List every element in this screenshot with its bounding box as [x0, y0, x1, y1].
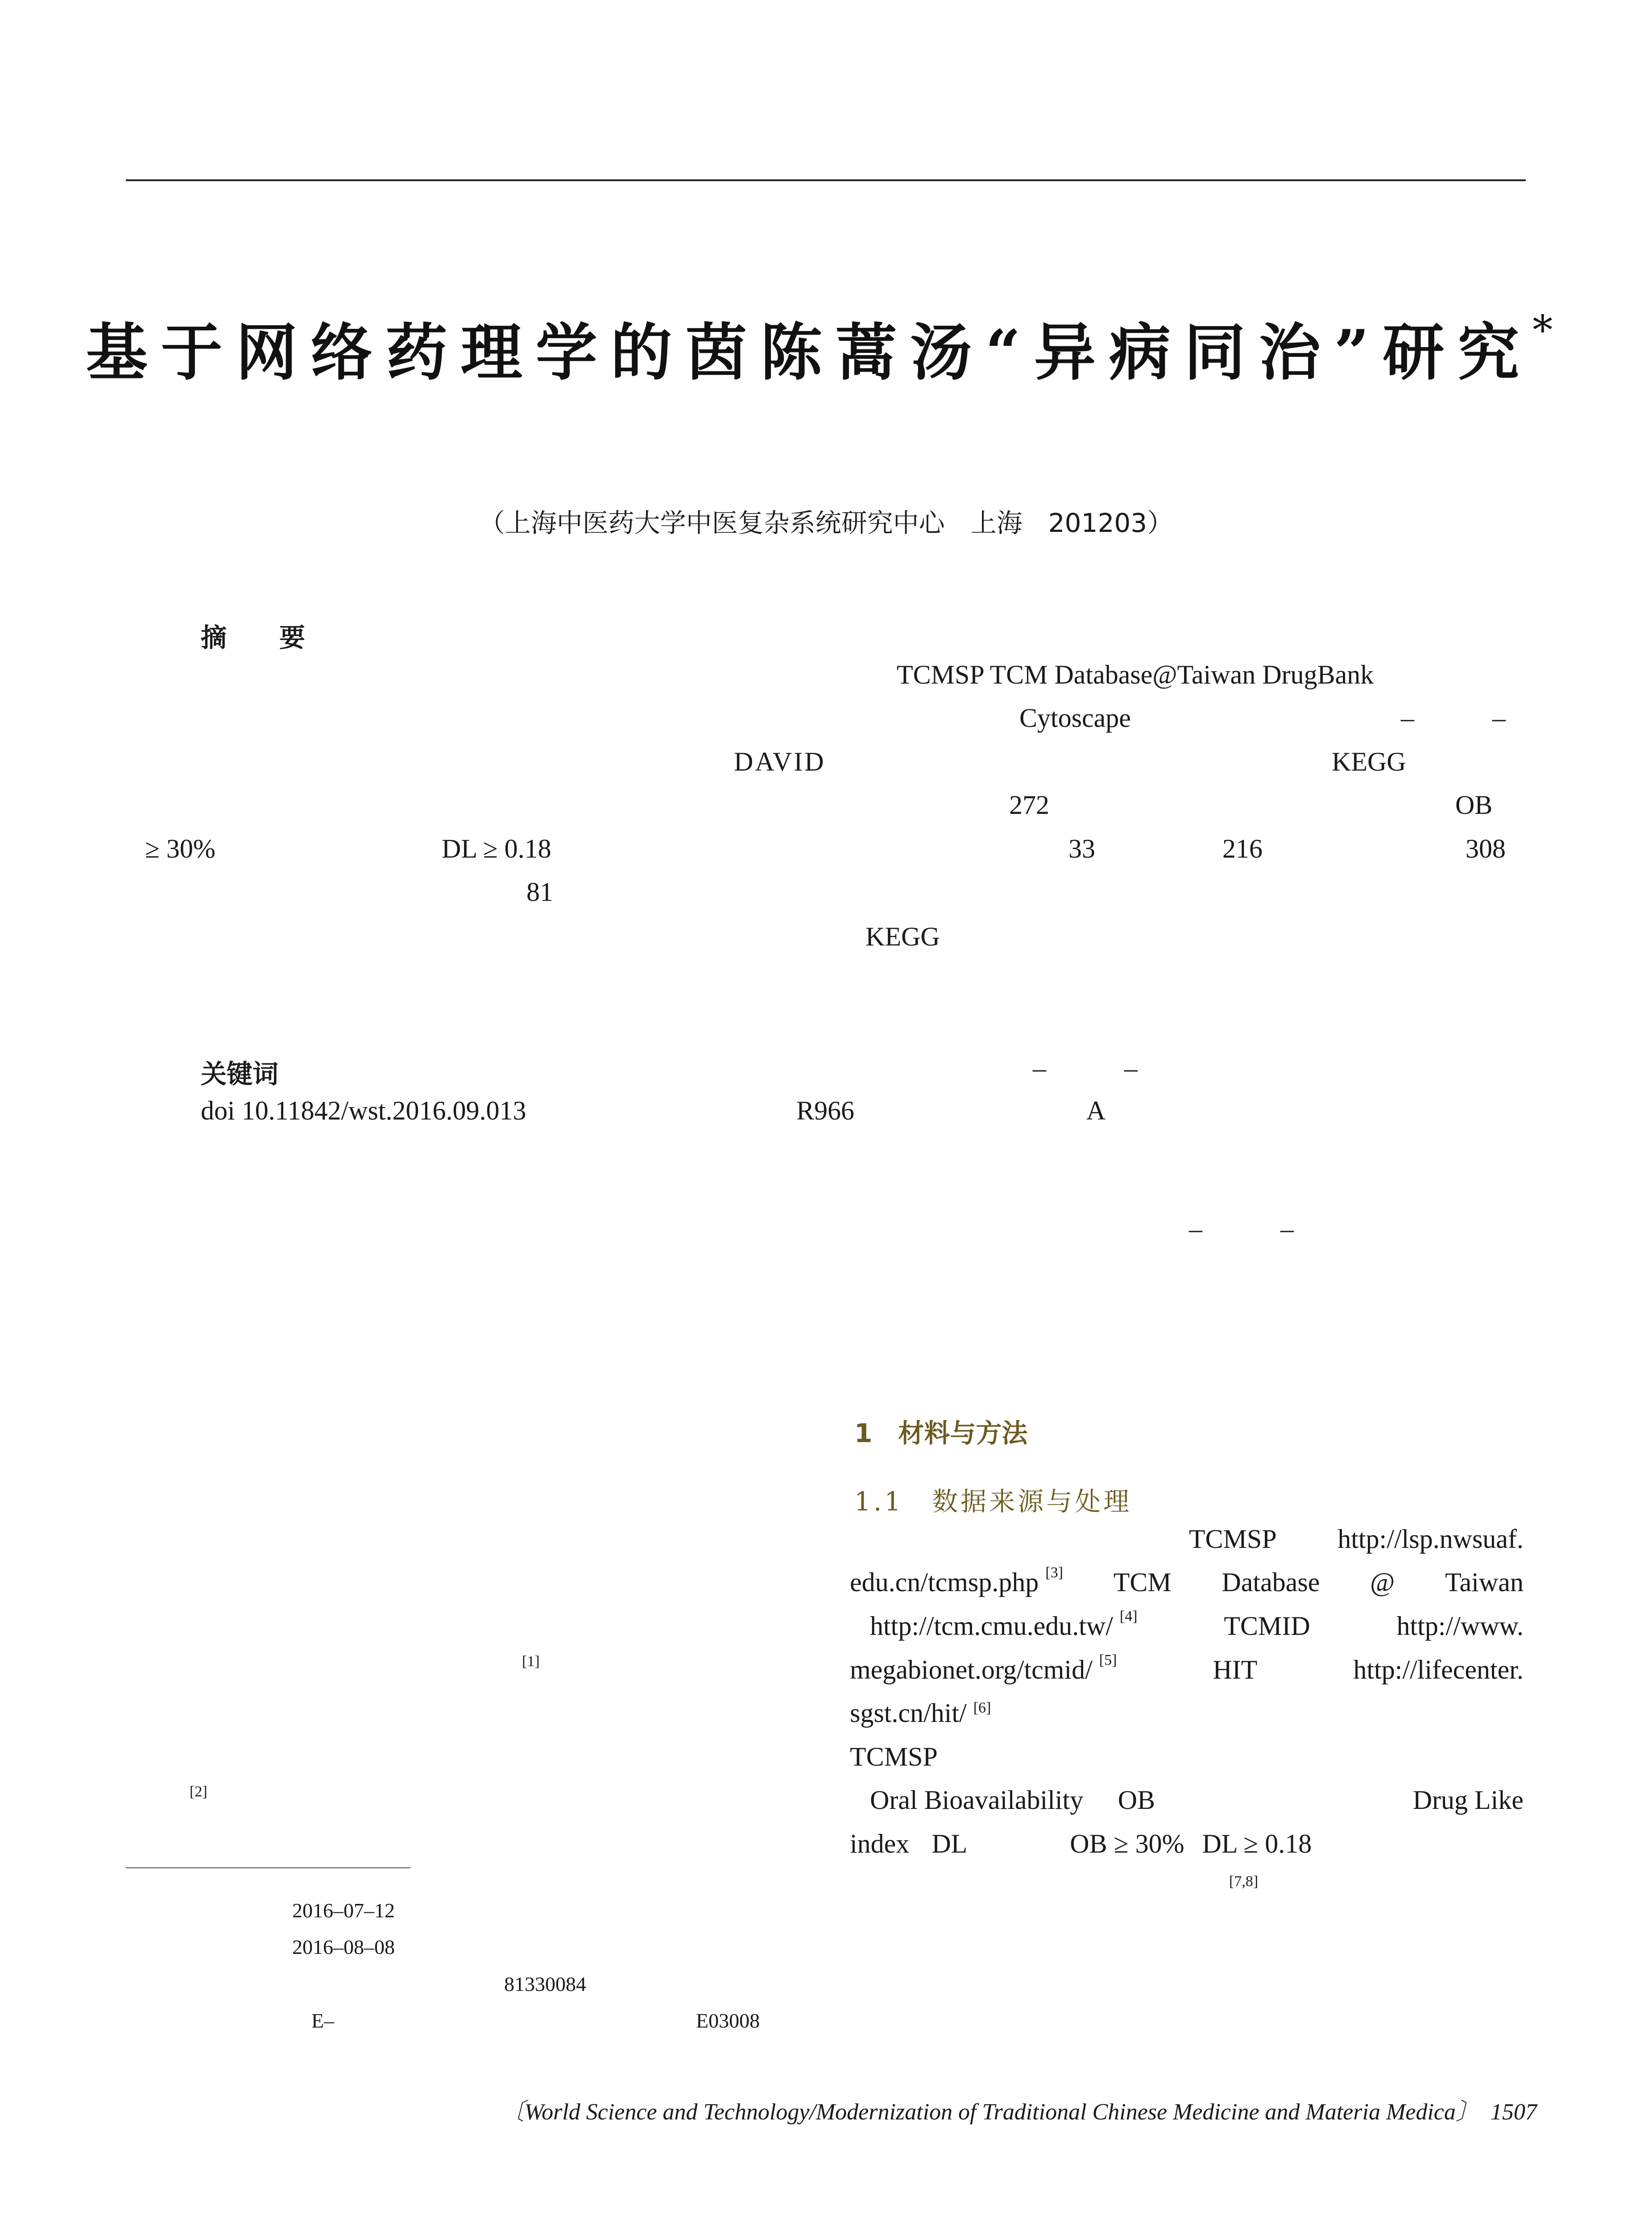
paper-title: [0, 303, 1652, 392]
abstract-label: 摘 要: [201, 622, 319, 653]
intro-dash-2: –: [1280, 1214, 1294, 1244]
body-line-7: Oral Bioavailability OB Drug Like: [870, 1785, 1524, 1815]
grant-number: 81330084: [504, 1973, 586, 1995]
intro-reference-2: [2]: [190, 1783, 207, 1800]
abstract-line-6-value-81: 81: [526, 877, 553, 907]
abstract-line-2-dash-1: –: [1401, 703, 1414, 733]
keywords-dash-2: –: [1124, 1053, 1138, 1083]
abstract-line-5-value-308: 308: [1466, 834, 1506, 863]
abstract-line-3-kegg: KEGG: [1332, 747, 1406, 776]
journal-name: 〔World Science and Technology/Modernization of Traditional Chinese Medicine and Materia Medica〕: [501, 2099, 1479, 2125]
body-line-3: http://tcm.cmu.edu.tw/ [4] TCMID http://www.: [870, 1608, 1524, 1641]
intro-dash-1: –: [1189, 1214, 1202, 1244]
section-heading-1: 1 材料与方法: [854, 1418, 1028, 1448]
running-footer: [501, 2093, 1537, 2126]
document-code: A: [1086, 1096, 1106, 1125]
body-line-4: megabionet.org/tcmid/ [5] HIT http://lifecenter.: [850, 1652, 1524, 1684]
revised-date: 2016–08–08: [292, 1936, 395, 1958]
abstract-line-5-value-33: 33: [1068, 834, 1095, 863]
body-line-8: index DL OB ≥ 30% DL ≥ 0.18: [850, 1829, 1312, 1858]
keywords-label: 关键词: [201, 1059, 279, 1089]
email-code: E03008: [696, 2009, 760, 2032]
abstract-line-3-david: DAVID: [734, 747, 826, 776]
abstract-line-2-dash-2: –: [1492, 703, 1506, 733]
body-line-1: TCMSP http://lsp.nwsuaf.: [1189, 1524, 1524, 1554]
abstract-line-5-value-216: 216: [1222, 834, 1263, 863]
abstract-line-5-ob-threshold: ≥ 30%: [145, 834, 215, 863]
abstract-line-5-dl-threshold: DL ≥ 0.18: [442, 834, 551, 863]
title-footnote-mark: *: [1532, 307, 1566, 354]
title-text: 基于网络药理学的茵陈蒿汤“异病同治”研究: [86, 316, 1533, 389]
reference-6: [6]: [973, 1700, 991, 1716]
email-label: E–: [311, 2009, 335, 2032]
footnote-rule: [126, 1867, 410, 1868]
received-date: 2016–07–12: [292, 1899, 395, 1922]
abstract-line-4-ob: OB: [1455, 790, 1493, 820]
page-number: 1507: [1491, 2099, 1537, 2125]
clc-number: R966: [796, 1096, 855, 1125]
doi-line: doi 10.11842/wst.2016.09.013: [201, 1096, 526, 1125]
intro-reference-1: [1]: [522, 1653, 540, 1670]
abstract-line-7-kegg: KEGG: [865, 922, 940, 951]
abstract-line-1: TCMSP TCM Database@Taiwan DrugBank: [897, 660, 1374, 689]
reference-5: [5]: [1099, 1652, 1117, 1668]
keywords-dash-1: –: [1033, 1053, 1046, 1083]
body-line-5: sgst.cn/hit/ [6]: [850, 1698, 991, 1728]
body-line-2: edu.cn/tcmsp.php [3] TCM Database @ Taiwan: [850, 1564, 1524, 1597]
body-line-6: TCMSP: [850, 1742, 938, 1771]
affiliation: （上海中医药大学中医复杂系统研究中心 上海 201203）: [479, 508, 1173, 538]
subsection-heading-1-1: 1.1 数据来源与处理: [854, 1486, 1132, 1517]
header-rule: [126, 179, 1526, 181]
abstract-line-4-count: 272: [1009, 790, 1049, 820]
reference-7-8: [7,8]: [1229, 1873, 1259, 1890]
abstract-line-2-cytoscape: Cytoscape: [1019, 703, 1131, 733]
reference-3: [3]: [1045, 1564, 1063, 1581]
reference-4: [4]: [1119, 1608, 1138, 1625]
